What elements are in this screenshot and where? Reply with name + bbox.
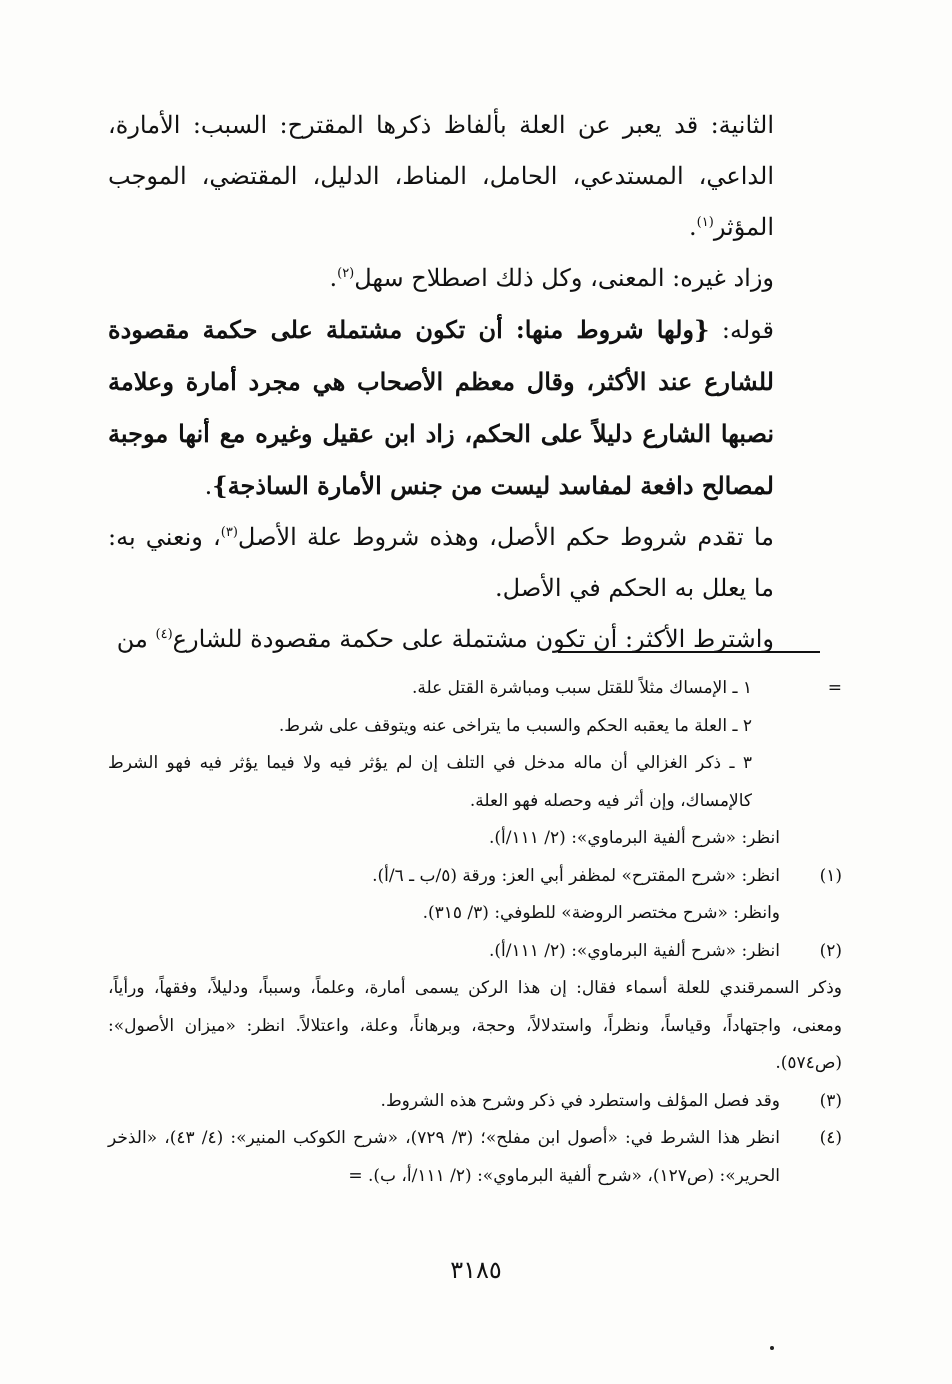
footnote-text: وذكر السمرقندي للعلة أسماء فقال: إن هذا الركن يسمى أمارة، وعلماً، وسبباً، ودليلاً، وفقهاً، ورأياً، ومعنى، واجتهاداً، وقياساً، ونظراً، واستدلالاً، وحجة، وبرهاناً، وعلة، واعتلالاً. انظر: «ميزان الأصول»: (ص٥٧٤). — [108, 978, 842, 1073]
footnote-ref-1: (١) — [696, 214, 714, 230]
footnote-ref-4: (٤) — [155, 626, 173, 642]
paragraph-5-text-b: من — [116, 625, 148, 653]
paragraph-3-end: . — [204, 472, 213, 500]
footnote-text: وقد فصل المؤلف واستطرد في ذكر وشرح هذه الشروط. — [380, 1090, 780, 1111]
footnote-text: وانظر: «شرح مختصر الروضة» للطوفي: (٣/ ٣١٥). — [422, 903, 780, 923]
paragraph-2 — [108, 253, 822, 304]
footnote-continued-2 — [108, 708, 842, 746]
paragraph-2-text: وزاد غيره: المعنى، وكل ذلك اصطلاح سهل — [354, 264, 774, 292]
footnote-text: ٢ ـ العلة ما يعقبه الحكم والسبب ما يتراخى عنه ويتوقف على شرط. — [278, 715, 752, 736]
footnote-ref-3: (٣) — [220, 524, 238, 540]
footnote-text: انظر هذا الشرط في: «أصول ابن مفلح»؛ (٣/ ٧٢٩)، «شرح الكوكب المنير»: (٤/ ٤٣)، «الذخر الحرير»: (ص١٢٧)، «شرح ألفية البرماوي»: (٢/ ١١١/أ، ب). = — [108, 1128, 780, 1186]
paragraph-3-quote — [108, 304, 822, 512]
quote-lead: قوله: — [721, 316, 774, 344]
footnote-number: (٤) — [819, 1128, 842, 1148]
paragraph-1-text: الثانية: قد يعبر عن العلة بألفاظ ذكرها المقترح: السبب: الأمارة، الداعي، المستدعي، الحامل، المناط، الدليل، المقتضي، الموجب المؤثر — [108, 111, 774, 241]
footnote-2-cont — [108, 970, 842, 1083]
footnote-ref-2: (٢) — [337, 265, 355, 281]
paragraph-4-text-b: ، ونعني به: ما يعلل به الحكم في الأصل. — [108, 523, 774, 602]
paragraph-1-end: . — [689, 213, 697, 241]
continuation-mark: = — [827, 678, 842, 698]
paragraph-5-text-a: واشترط الأكثر: أن تكون مشتملة على حكمة مقصودة للشارع — [172, 625, 774, 653]
main-text — [108, 100, 822, 665]
footnote-continued-3 — [108, 745, 842, 820]
paragraph-4-text-a: ما تقدم شروط حكم الأصل، وهذه شروط علة الأصل — [237, 523, 775, 551]
footnote-2 — [108, 933, 842, 971]
footnote-number: (٣) — [819, 1090, 842, 1111]
footnote-text: انظر: «شرح ألفية البرماوي»: (٢/ ١١١/أ). — [488, 940, 780, 961]
paragraph-5 — [108, 614, 822, 665]
footnote-text: ١ ـ الإمساك مثلاً للقتل سبب ومباشرة القتل علة. — [411, 678, 752, 698]
footnote-3 — [108, 1083, 842, 1121]
paragraph-1 — [108, 100, 822, 253]
footnote-4 — [108, 1120, 842, 1195]
paragraph-2-end: . — [329, 264, 338, 292]
footnote-continued-1 — [108, 670, 842, 708]
footnote-text: انظر: «شرح ألفية البرماوي»: (٢/ ١١١/أ). — [488, 828, 780, 848]
footnote-1 — [108, 858, 842, 896]
footnote-continued-4 — [108, 820, 842, 858]
paragraph-4 — [108, 512, 822, 614]
footnote-number: (١) — [819, 865, 842, 886]
footnotes — [108, 670, 842, 1195]
footnote-text: ٣ ـ ذكر الغزالي أن ماله مدخل في التلف إن لم يؤثر فيه ولا فيما يؤثر فيه فهو الشرط كالإمساك، وإن أثر فيه وحصله فهو العلة. — [108, 753, 752, 811]
page-number: ٣١٨٥ — [450, 1256, 502, 1284]
footnote-text: انظر: «شرح المقترح» لمظفر أبي العز: ورقة (٥/ب ـ ٦/أ). — [372, 865, 780, 886]
scan-speck — [770, 1346, 774, 1350]
footnote-1-cont — [108, 895, 842, 933]
footnote-number: (٢) — [819, 940, 842, 961]
footnote-separator — [558, 651, 820, 653]
quoted-text: {ولها شروط منها: أن تكون مشتملة على حكمة مقصودة للشارع عند الأكثر، وقال معظم الأصحاب هي مجرد أمارة وعلامة نصبها الشارع دليلاً على الحكم، زاد ابن عقيل وغيره مع أنها موجبة لمصالح دافعة لمفاسد ليست من جنس الأمارة الساذجة} — [108, 315, 774, 500]
